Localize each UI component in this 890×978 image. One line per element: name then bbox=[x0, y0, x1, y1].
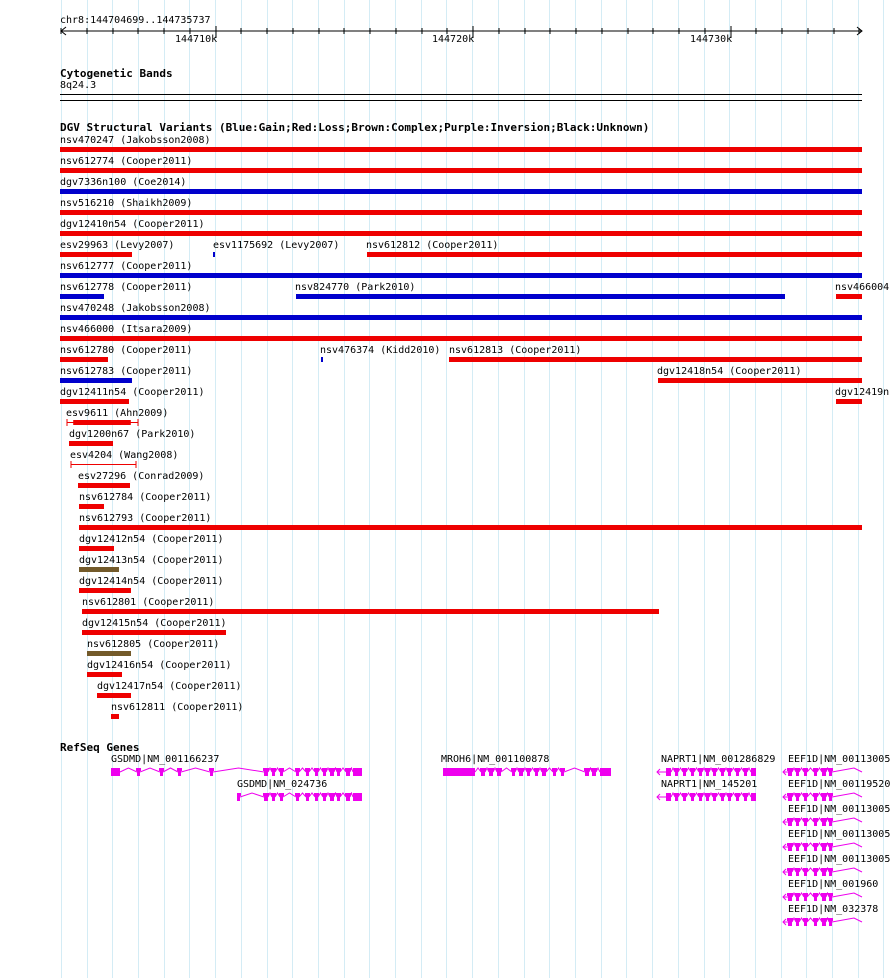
variant-label[interactable]: nsv470247 (Jakobsson2008) bbox=[60, 135, 211, 146]
variant-bar[interactable] bbox=[66, 419, 140, 427]
variant-bar[interactable] bbox=[60, 357, 108, 362]
ruler-tick-label-3: 144730k bbox=[690, 34, 733, 45]
gene-model[interactable] bbox=[111, 767, 364, 779]
gene-model[interactable] bbox=[782, 842, 864, 854]
gene-label[interactable]: EEF1D|NM_00113005 bbox=[788, 854, 890, 865]
variant-bar[interactable] bbox=[60, 399, 129, 404]
variant-bar[interactable] bbox=[60, 189, 862, 194]
variant-bar[interactable] bbox=[82, 630, 226, 635]
variant-bar[interactable] bbox=[836, 294, 862, 299]
gene-exon bbox=[443, 768, 475, 776]
variant-bar[interactable] bbox=[78, 483, 130, 488]
variant-label[interactable]: nsv612793 (Cooper2011) bbox=[79, 513, 212, 524]
gene-label[interactable]: EEF1D|NM_032378 bbox=[788, 904, 879, 915]
gene-model[interactable] bbox=[656, 767, 759, 779]
cytoband-label: 8q24.3 bbox=[60, 80, 97, 91]
variant-label[interactable]: nsv470248 (Jakobsson2008) bbox=[60, 303, 211, 314]
variant-bar[interactable] bbox=[69, 441, 113, 446]
variant-label[interactable]: dgv12410n54 (Cooper2011) bbox=[60, 219, 205, 230]
variant-bar[interactable] bbox=[367, 252, 862, 257]
variant-label[interactable]: esv4204 (Wang2008) bbox=[70, 450, 179, 461]
variant-bar[interactable] bbox=[60, 273, 862, 278]
gene-exon bbox=[751, 793, 756, 801]
variant-bar[interactable] bbox=[82, 609, 659, 614]
variant-label[interactable]: nsv612780 (Cooper2011) bbox=[60, 345, 193, 356]
variant-label[interactable]: dgv12411n54 (Cooper2011) bbox=[60, 387, 205, 398]
gene-model[interactable] bbox=[782, 792, 864, 804]
gene-label[interactable]: NAPRT1|NM_001286829 bbox=[661, 754, 776, 765]
variant-bar[interactable] bbox=[79, 525, 862, 530]
gene-model[interactable] bbox=[782, 892, 864, 904]
variant-bar[interactable] bbox=[87, 651, 131, 656]
gene-exon bbox=[666, 793, 671, 801]
gene-exon bbox=[666, 768, 671, 776]
variant-bar[interactable] bbox=[60, 231, 862, 236]
variant-label[interactable]: nsv612783 (Cooper2011) bbox=[60, 366, 193, 377]
variant-bar[interactable] bbox=[79, 546, 114, 551]
gene-label[interactable]: MROH6|NM_001100878 bbox=[441, 754, 550, 765]
gene-exon bbox=[111, 768, 120, 776]
variant-label[interactable]: dgv1200n67 (Park2010) bbox=[69, 429, 196, 440]
variant-label[interactable]: nsv612805 (Cooper2011) bbox=[87, 639, 220, 650]
gene-model[interactable] bbox=[782, 767, 864, 779]
variant-bar[interactable] bbox=[60, 315, 862, 320]
gene-label[interactable]: GSDMD|NM_001166237 bbox=[111, 754, 220, 765]
variant-bar[interactable] bbox=[79, 588, 131, 593]
variant-label[interactable]: esv27296 (Conrad2009) bbox=[78, 471, 205, 482]
variant-label[interactable]: nsv466004 bbox=[835, 282, 890, 293]
variant-label[interactable]: nsv466000 (Itsara2009) bbox=[60, 324, 193, 335]
cytoband-track-title[interactable]: Cytogenetic Bands bbox=[60, 67, 173, 80]
gene-model[interactable] bbox=[782, 867, 864, 879]
gene-label[interactable]: EEF1D|NM_00113005 bbox=[788, 754, 890, 765]
gene-model[interactable] bbox=[237, 792, 364, 804]
variant-bar[interactable] bbox=[836, 399, 862, 404]
variant-bar[interactable] bbox=[111, 714, 119, 719]
variant-bar[interactable] bbox=[60, 294, 104, 299]
variant-label[interactable]: esv29963 (Levy2007) bbox=[60, 240, 175, 251]
variant-label[interactable]: dgv12419n bbox=[835, 387, 890, 398]
variant-bar[interactable] bbox=[60, 147, 862, 152]
gene-exon bbox=[600, 768, 611, 776]
variant-label[interactable]: nsv612777 (Cooper2011) bbox=[60, 261, 193, 272]
ruler-location: chr8:144704699..144735737 bbox=[60, 15, 211, 26]
gene-model[interactable] bbox=[782, 817, 864, 829]
variant-label[interactable]: nsv824770 (Park2010) bbox=[295, 282, 416, 293]
gene-model[interactable] bbox=[443, 767, 613, 779]
gene-label[interactable]: GSDMD|NM_024736 bbox=[237, 779, 328, 790]
variant-label[interactable]: nsv476374 (Kidd2010) bbox=[320, 345, 441, 356]
variant-label[interactable]: dgv7336n100 (Coe2014) bbox=[60, 177, 187, 188]
gene-label[interactable]: EEF1D|NM_00113005 bbox=[788, 829, 890, 840]
variant-label[interactable]: dgv12414n54 (Cooper2011) bbox=[79, 576, 224, 587]
variant-bar[interactable] bbox=[79, 567, 119, 572]
variant-bar[interactable] bbox=[60, 168, 862, 173]
cytoband-bottom-line bbox=[60, 100, 862, 101]
variant-label[interactable]: dgv12417n54 (Cooper2011) bbox=[97, 681, 242, 692]
variant-label[interactable]: nsv612801 (Cooper2011) bbox=[82, 597, 215, 608]
variant-bar[interactable] bbox=[97, 693, 131, 698]
gene-exon bbox=[353, 793, 362, 801]
variant-label[interactable]: dgv12418n54 (Cooper2011) bbox=[657, 366, 802, 377]
variant-bar[interactable] bbox=[60, 336, 862, 341]
gene-model[interactable] bbox=[656, 792, 759, 804]
variant-label[interactable]: esv1175692 (Levy2007) bbox=[213, 240, 340, 251]
gene-label[interactable]: NAPRT1|NM_145201 bbox=[661, 779, 758, 790]
variant-label[interactable]: dgv12416n54 (Cooper2011) bbox=[87, 660, 232, 671]
dgv-track-title[interactable]: DGV Structural Variants (Blue:Gain;Red:Loss;Brown:Complex;Purple:Inversion;Black:Unknown) bbox=[60, 121, 650, 134]
variant-label[interactable]: dgv12412n54 (Cooper2011) bbox=[79, 534, 224, 545]
variant-bar[interactable] bbox=[60, 210, 862, 215]
variant-label[interactable]: nsv612812 (Cooper2011) bbox=[366, 240, 499, 251]
refseq-track-title[interactable]: RefSeq Genes bbox=[60, 741, 140, 754]
ruler-tick-label-1: 144710k bbox=[175, 34, 218, 45]
variant-label[interactable]: nsv612784 (Cooper2011) bbox=[79, 492, 212, 503]
gene-exon bbox=[751, 768, 756, 776]
variant-bar[interactable] bbox=[213, 252, 215, 257]
gene-label[interactable]: EEF1D|NM_00113005 bbox=[788, 804, 890, 815]
variant-bar[interactable] bbox=[658, 378, 862, 383]
ruler-tick-label-2: 144720k bbox=[432, 34, 475, 45]
variant-label[interactable]: dgv12415n54 (Cooper2011) bbox=[82, 618, 227, 629]
variant-label[interactable]: nsv612778 (Cooper2011) bbox=[60, 282, 193, 293]
variant-bar[interactable] bbox=[60, 252, 132, 257]
variant-label[interactable]: nsv612813 (Cooper2011) bbox=[449, 345, 582, 356]
variant-label[interactable]: nsv612774 (Cooper2011) bbox=[60, 156, 193, 167]
variant-bar[interactable] bbox=[449, 357, 862, 362]
gene-label[interactable]: EEF1D|NM_00119520 bbox=[788, 779, 890, 790]
variant-label[interactable]: nsv612811 (Cooper2011) bbox=[111, 702, 244, 713]
variant-bar[interactable] bbox=[79, 504, 104, 509]
gene-model[interactable] bbox=[782, 917, 864, 929]
cytoband-top-line bbox=[60, 94, 862, 95]
variant-label[interactable]: esv9611 (Ahn2009) bbox=[66, 408, 169, 419]
variant-bar[interactable] bbox=[296, 294, 785, 299]
variant-label[interactable]: nsv516210 (Shaikh2009) bbox=[60, 198, 193, 209]
variant-bar[interactable] bbox=[60, 378, 132, 383]
variant-bar[interactable] bbox=[321, 357, 323, 362]
variant-bar[interactable] bbox=[87, 672, 122, 677]
variant-bar[interactable] bbox=[70, 461, 138, 469]
gene-exon bbox=[353, 768, 362, 776]
variant-label[interactable]: dgv12413n54 (Cooper2011) bbox=[79, 555, 224, 566]
gene-label[interactable]: EEF1D|NM_001960 bbox=[788, 879, 879, 890]
